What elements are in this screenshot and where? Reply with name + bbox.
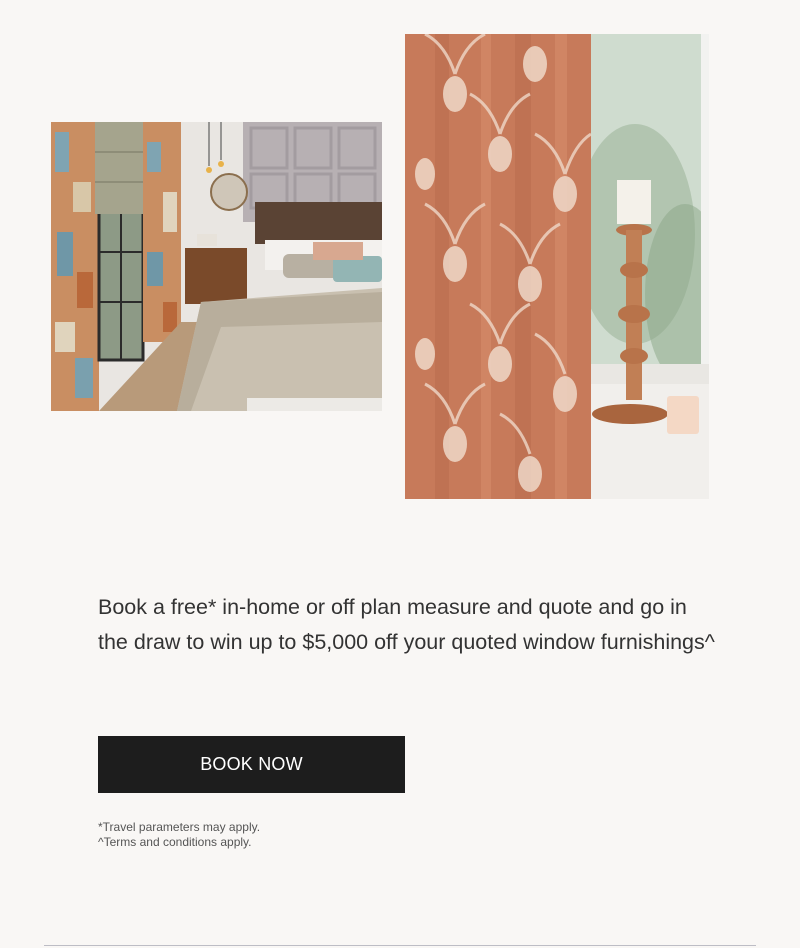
bedroom-image [51, 122, 382, 411]
travel-disclaimer: *Travel parameters may apply. [98, 820, 261, 834]
terms-disclaimer: ^Terms and conditions apply. [98, 835, 252, 849]
footer-divider [44, 945, 756, 946]
disclaimers [98, 820, 260, 850]
promo-text: Book a free* in-home or off plan measure and quote and go in the draw to win up to $5,000 off your quoted window furnishings^ [98, 595, 715, 654]
bedroom-illustration [51, 122, 382, 411]
curtain-illustration [405, 34, 709, 499]
book-now-button[interactable]: BOOK NOW [98, 736, 405, 793]
curtain-image [405, 34, 709, 499]
